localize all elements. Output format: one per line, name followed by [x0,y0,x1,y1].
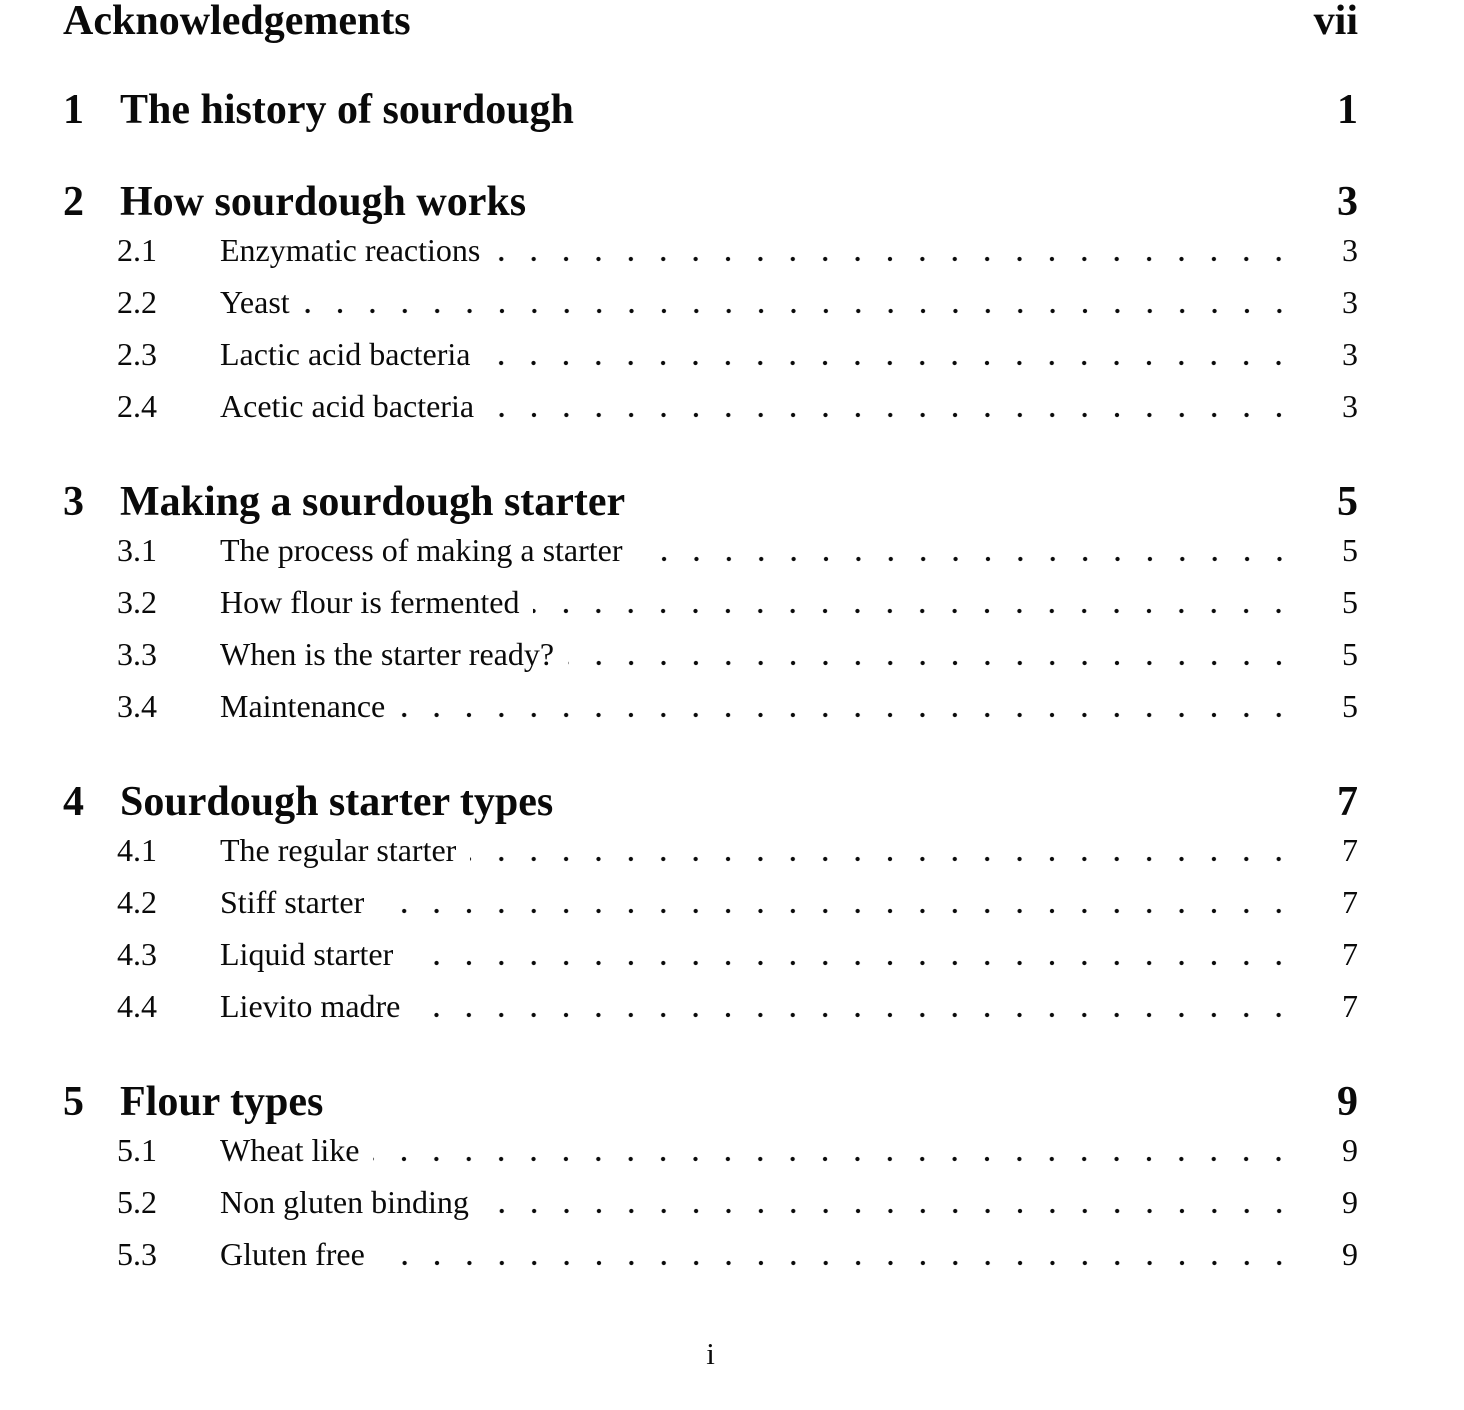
dot-leader [304,308,1282,314]
toc-entry-section[interactable] [63,380,1358,432]
section-number: 2.1 [117,232,157,268]
toc-entry-chapter[interactable] [63,180,1358,224]
dot-leader [470,856,1282,862]
page-number: 9 [1342,1184,1358,1220]
section-number: 4.3 [117,936,157,972]
chapter-number: 1 [63,87,84,133]
toc-entry-section[interactable] [63,576,1358,628]
toc-entry-chapter[interactable] [63,88,1358,132]
dot-leader [494,256,1282,262]
section-title: Yeast [220,284,290,320]
section-number: 5.3 [117,1236,157,1272]
toc-entry-section[interactable] [63,328,1358,380]
section-number: 2.3 [117,336,157,372]
toc-entry-section[interactable] [63,524,1358,576]
section-number: 3.4 [117,688,157,724]
page-number: 9 [1337,1079,1358,1125]
dot-leader [533,608,1282,614]
dot-leader [637,556,1282,562]
toc-entry-section[interactable] [63,980,1358,1032]
dot-leader [568,660,1282,666]
page-number: 7 [1342,832,1358,868]
section-title: The process of making a starter [220,532,623,568]
section-title: Lievito madre [220,988,401,1024]
section-number: 5.1 [117,1132,157,1168]
dot-leader [399,712,1282,718]
frontmatter-title: Acknowledgements [63,0,411,44]
chapter-title: The history of sourdough [120,87,574,133]
footer-page-number: i [706,1336,715,1371]
section-title: Lactic acid bacteria [220,336,471,372]
toc-entry-chapter[interactable] [63,1080,1358,1124]
chapter-title: How sourdough works [120,179,527,225]
dot-leader [373,1156,1282,1162]
page-number: 5 [1342,636,1358,672]
toc-entry-section[interactable] [63,876,1358,928]
page-number: 5 [1337,479,1358,525]
page-number: 5 [1342,688,1358,724]
page-number: 3 [1342,232,1358,268]
section-title: When is the starter ready? [220,636,555,672]
toc-entry-section[interactable] [63,824,1358,876]
section-title: Gluten free [220,1236,365,1272]
section-title: Liquid starter [220,936,394,972]
page-number: 3 [1342,388,1358,424]
page-number: 7 [1337,779,1358,825]
dot-leader [484,360,1282,366]
page-number: 3 [1342,336,1358,372]
section-title: How flour is fermented [220,584,520,620]
section-title: Acetic acid bacteria [220,388,475,424]
chapter-title: Flour types [120,1079,324,1125]
toc-entry-chapter[interactable] [63,480,1358,524]
toc-entry-section[interactable] [63,1176,1358,1228]
toc-entry-frontmatter[interactable] [63,0,1358,44]
section-number: 3.3 [117,636,157,672]
page-number: 9 [1342,1236,1358,1272]
section-number: 5.2 [117,1184,157,1220]
section-number: 3.1 [117,532,157,568]
section-title: Maintenance [220,688,386,724]
section-title: Stiff starter [220,884,365,920]
page-number: 9 [1342,1132,1358,1168]
toc-entry-section[interactable] [63,224,1358,276]
chapter-title: Making a sourdough starter [120,479,626,525]
toc-entry-chapter[interactable] [63,780,1358,824]
page-number: 7 [1342,936,1358,972]
section-title: Non gluten binding [220,1184,469,1220]
section-number: 2.2 [117,284,157,320]
toc-entry-section[interactable] [63,628,1358,680]
section-number: 4.4 [117,988,157,1024]
chapter-number: 4 [63,779,84,825]
dot-leader [407,960,1282,966]
toc-entry-section[interactable] [63,276,1358,328]
dot-leader [488,412,1282,418]
toc-entry-section[interactable] [63,680,1358,732]
chapter-title: Sourdough starter types [120,779,554,825]
page-number: 7 [1342,988,1358,1024]
chapter-number: 2 [63,179,84,225]
page-number: 3 [1342,284,1358,320]
page-number: vii [1313,0,1358,44]
section-number: 4.2 [117,884,157,920]
section-number: 3.2 [117,584,157,620]
dot-leader [379,1260,1282,1266]
page-number: 1 [1337,87,1358,133]
section-number: 2.4 [117,388,157,424]
section-title: The regular starter [220,832,457,868]
section-title: Wheat like [220,1132,360,1168]
toc-entry-section[interactable] [63,928,1358,980]
toc-entry-section[interactable] [63,1228,1358,1280]
dot-leader [378,908,1282,914]
dot-leader [483,1208,1282,1214]
page-number: 5 [1342,532,1358,568]
section-title: Enzymatic reactions [220,232,481,268]
toc-entry-section[interactable] [63,1124,1358,1176]
chapter-number: 5 [63,1079,84,1125]
section-number: 4.1 [117,832,157,868]
chapter-number: 3 [63,479,84,525]
page-number: 3 [1337,179,1358,225]
dot-leader [414,1012,1282,1018]
footer [63,1332,1358,1376]
page-number: 5 [1342,584,1358,620]
page-number: 7 [1342,884,1358,920]
